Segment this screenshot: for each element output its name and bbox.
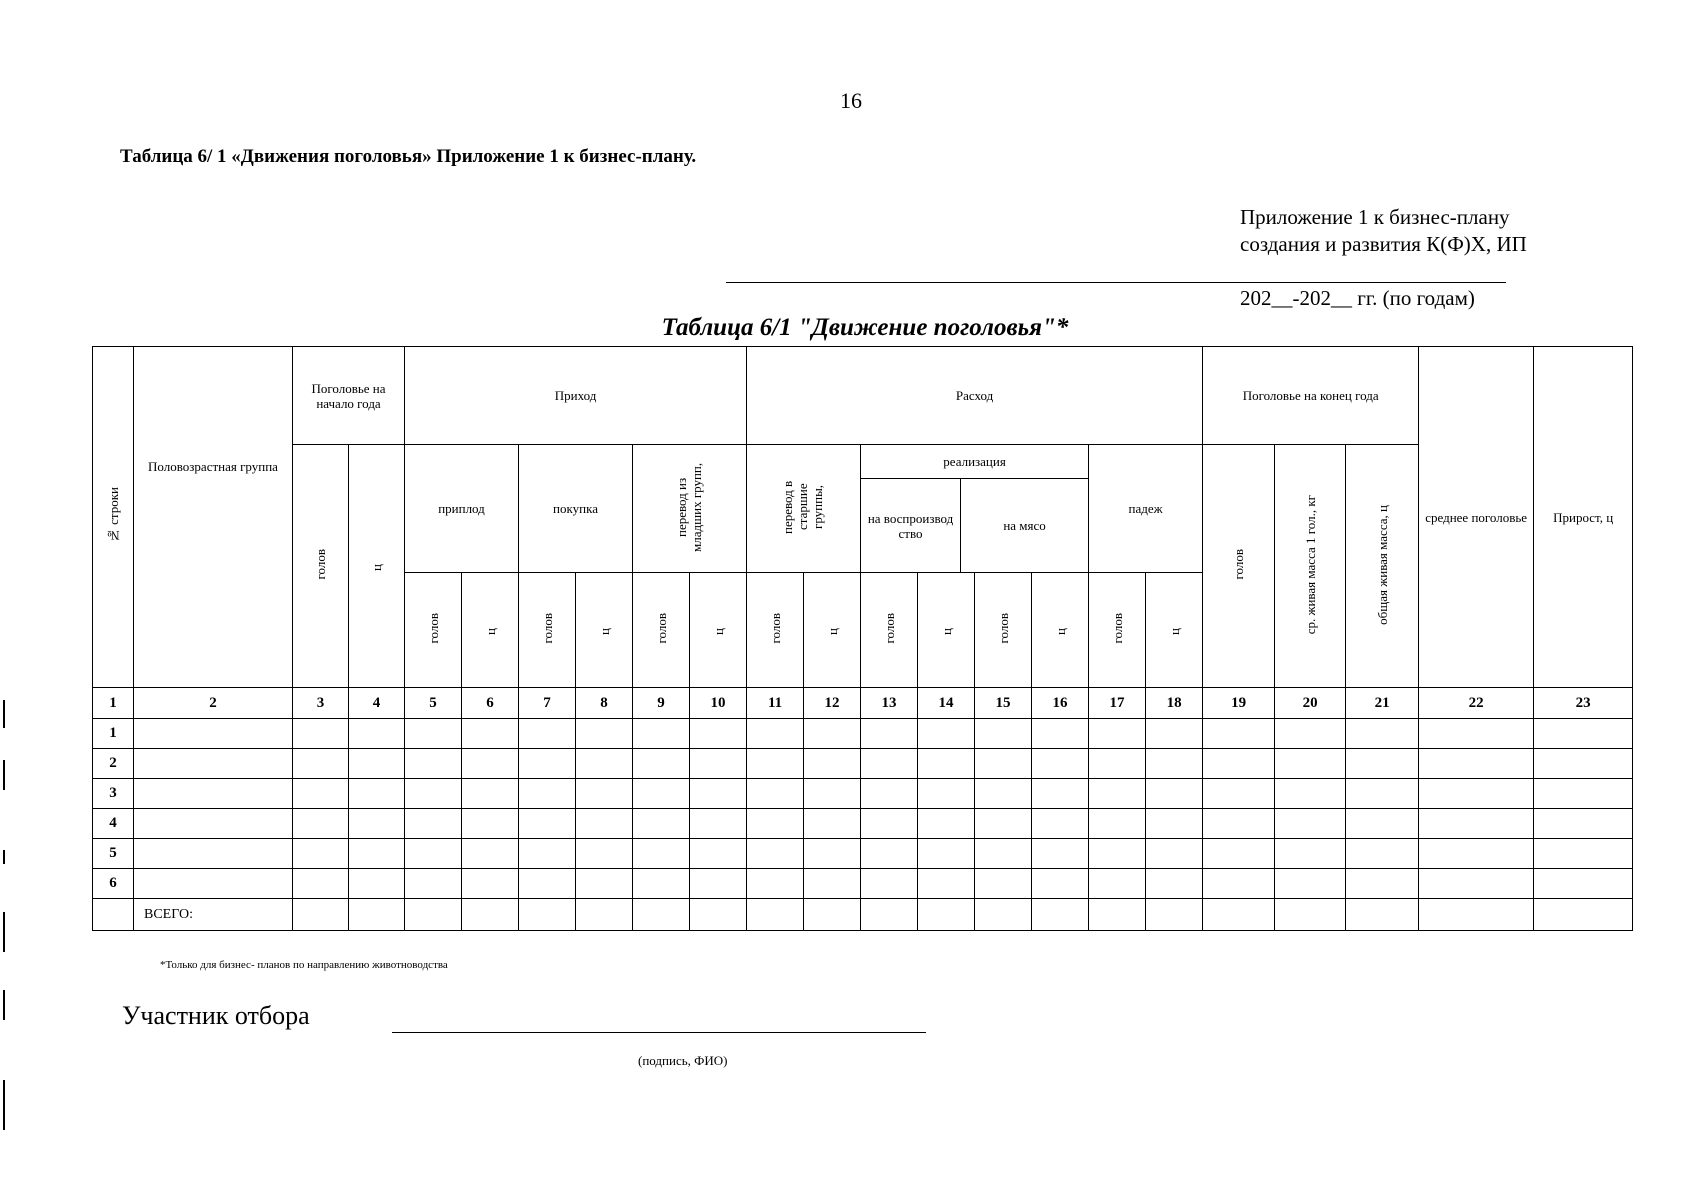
table-row [93,839,1633,869]
table-cell[interactable] [804,779,861,809]
table-cell[interactable] [1419,779,1534,809]
table-cell[interactable] [293,809,349,839]
table-cell[interactable] [1203,719,1275,749]
table-cell[interactable] [975,839,1032,869]
table-cell[interactable] [519,779,576,809]
table-cell[interactable] [1032,839,1089,869]
table-title: Таблица 6/1 "Движение поголовья"* [661,314,1069,341]
table-cell[interactable] [633,839,690,869]
appendix-line-2: создания и развития К(Ф)Х, ИП [1240,232,1527,256]
table-cell[interactable] [1419,749,1534,779]
table-cell[interactable] [519,719,576,749]
column-number: 19 [1203,688,1275,719]
table-cell[interactable] [1346,869,1419,899]
table-cell[interactable] [1534,869,1633,899]
table-cell[interactable] [462,719,519,749]
table-cell[interactable] [1146,869,1203,899]
subheader-heads: голов [861,573,918,688]
column-number: 16 [1032,688,1089,719]
subheader-centner: ц [804,573,861,688]
table-cell[interactable] [405,809,462,839]
table-cell[interactable] [134,719,293,749]
table-cell[interactable] [1089,809,1146,839]
subheader-heads: голов [1089,573,1146,688]
column-number: 5 [405,688,462,719]
column-number: 17 [1089,688,1146,719]
header-purchase: покупка [519,445,633,573]
column-number: 11 [747,688,804,719]
table-row [93,869,1633,899]
table-cell[interactable] [861,749,918,779]
table-cell[interactable] [462,749,519,779]
scan-mark [3,760,5,790]
table-cell[interactable] [918,839,975,869]
table-cell[interactable] [861,719,918,749]
table-cell[interactable] [975,809,1032,839]
table-cell[interactable] [576,809,633,839]
table-cell[interactable] [861,779,918,809]
table-row [93,719,1633,749]
table-cell[interactable] [1203,749,1275,779]
table-cell[interactable] [293,869,349,899]
table-cell[interactable] [747,839,804,869]
total-cell[interactable] [1089,899,1146,931]
column-number: 10 [690,688,747,719]
total-cell[interactable] [1534,899,1633,931]
table-cell[interactable] [861,839,918,869]
total-cell[interactable] [1346,899,1419,931]
table-cell[interactable] [975,719,1032,749]
header-sale: реализация [861,445,1088,479]
table-cell[interactable] [861,809,918,839]
table-cell[interactable] [1032,719,1089,749]
table-cell[interactable] [861,869,918,899]
table-cell[interactable] [633,719,690,749]
table-cell[interactable] [1346,719,1419,749]
table-cell[interactable] [747,749,804,779]
table-cell[interactable] [1146,839,1203,869]
total-cell[interactable] [747,899,804,931]
table-cell[interactable] [1203,839,1275,869]
total-cell[interactable] [804,899,861,931]
table-cell[interactable] [519,839,576,869]
column-number: 2 [134,688,293,719]
total-cell[interactable] [1146,899,1203,931]
column-number: 7 [519,688,576,719]
column-number: 21 [1346,688,1419,719]
table-cell[interactable] [134,779,293,809]
table-cell[interactable] [1146,749,1203,779]
fill-in-line [726,282,1506,283]
header-age-group: Половозрастная группа [134,347,293,688]
table-cell[interactable] [633,869,690,899]
table-cell[interactable] [349,809,405,839]
subheader-heads: голов [747,573,804,688]
table-cell[interactable] [462,869,519,899]
table-cell[interactable] [690,809,747,839]
row-number: 4 [93,809,134,839]
header-sale-block [861,445,1089,573]
total-cell[interactable] [633,899,690,931]
table-cell[interactable] [1032,869,1089,899]
total-cell[interactable] [405,899,462,931]
table-cell[interactable] [747,809,804,839]
table-cell[interactable] [1032,809,1089,839]
table-cell[interactable] [804,749,861,779]
subheader-heads: голов [519,573,576,688]
period-label: 202__-202__ гг. (по годам) [1240,286,1475,310]
table-cell[interactable] [1089,839,1146,869]
table-cell[interactable] [1275,839,1346,869]
table-cell[interactable] [633,779,690,809]
header-offspring: приплод [405,445,519,573]
table-cell[interactable] [405,779,462,809]
table-cell[interactable] [1146,779,1203,809]
column-number: 22 [1419,688,1534,719]
table-cell[interactable] [1089,719,1146,749]
header-row-number: № строки [93,347,134,688]
table-row [93,749,1633,779]
table-cell[interactable] [690,869,747,899]
total-cell[interactable] [1032,899,1089,931]
scan-mark [3,700,5,728]
table-cell[interactable] [1275,779,1346,809]
table-cell[interactable] [633,809,690,839]
table-cell[interactable] [918,869,975,899]
table-cell[interactable] [519,749,576,779]
header-transfer-to-older: перевод в старшие группы, [747,445,861,573]
table-cell[interactable] [1419,719,1534,749]
table-cell[interactable] [134,809,293,839]
table-cell[interactable] [804,809,861,839]
table-cell[interactable] [1146,809,1203,839]
table-cell[interactable] [405,719,462,749]
column-number: 13 [861,688,918,719]
table-cell[interactable] [1146,719,1203,749]
row-number: 5 [93,839,134,869]
table-cell[interactable] [349,749,405,779]
column-number: 20 [1275,688,1346,719]
total-cell[interactable] [918,899,975,931]
signature-caption: (подпись, ФИО) [638,1053,728,1068]
table-cell[interactable] [1203,869,1275,899]
column-number: 8 [576,688,633,719]
header-heads: голов [293,445,349,688]
table-cell[interactable] [1089,779,1146,809]
appendix-line-1: Приложение 1 к бизнес-плану [1240,205,1510,229]
table-cell[interactable] [1534,749,1633,779]
table-cell[interactable] [462,839,519,869]
header-transfer-from-younger: перевод из младших групп, [633,445,747,573]
table-cell[interactable] [1203,809,1275,839]
subheader-centner: ц [1146,573,1203,688]
table-cell[interactable] [1032,779,1089,809]
header-end-herd: Поголовье на конец года [1203,347,1419,445]
column-number: 23 [1534,688,1633,719]
column-number: 6 [462,688,519,719]
table-cell[interactable] [690,719,747,749]
table-cell[interactable] [349,839,405,869]
table-cell[interactable] [690,839,747,869]
subheader-centner: ц [1032,573,1089,688]
table-cell[interactable] [349,869,405,899]
total-cell[interactable] [293,899,349,931]
table-cell[interactable] [462,809,519,839]
table-cell[interactable] [1534,719,1633,749]
subheader-centner: ц [576,573,633,688]
header-death: падеж [1089,445,1203,573]
table-cell[interactable] [804,839,861,869]
table-cell[interactable] [405,839,462,869]
table-cell[interactable] [1346,809,1419,839]
table-cell[interactable] [1534,839,1633,869]
table-cell[interactable] [519,869,576,899]
table-cell[interactable] [405,749,462,779]
table-cell[interactable] [975,779,1032,809]
table-cell[interactable] [918,749,975,779]
table-row [93,809,1633,839]
table-cell[interactable] [1275,719,1346,749]
row-number: 1 [93,719,134,749]
header-sale-meat: на мясо [1003,518,1046,533]
scan-mark [3,1080,5,1130]
table-cell[interactable] [576,839,633,869]
table-cell[interactable] [747,779,804,809]
subheader-centner: ц [462,573,519,688]
table-cell[interactable] [405,869,462,899]
column-numbers-row [93,688,1633,719]
table-cell[interactable] [462,779,519,809]
header-centner: ц [349,445,405,688]
table-cell[interactable] [918,719,975,749]
table-cell[interactable] [349,719,405,749]
row-number: 2 [93,749,134,779]
table-cell[interactable] [747,869,804,899]
row-number: 3 [93,779,134,809]
total-cell[interactable] [690,899,747,931]
total-cell[interactable] [1275,899,1346,931]
total-cell[interactable] [576,899,633,931]
total-cell[interactable] [861,899,918,931]
table-cell[interactable] [804,719,861,749]
column-number: 14 [918,688,975,719]
table-cell[interactable] [1275,749,1346,779]
table-cell[interactable] [633,749,690,779]
table-cell[interactable] [1032,749,1089,779]
header-expense: Расход [747,347,1203,445]
participant-label: Участник отбора [122,1001,310,1030]
table-cell[interactable] [690,779,747,809]
total-cell[interactable] [462,899,519,931]
appendix-note [1240,204,1527,258]
header-gain: Прирост, ц [1534,347,1633,688]
table-cell[interactable] [1203,779,1275,809]
table-row [93,779,1633,809]
table-cell[interactable] [690,749,747,779]
header-average-herd: среднее поголовье [1419,347,1534,688]
table-cell[interactable] [1346,779,1419,809]
table-cell[interactable] [576,869,633,899]
table-cell[interactable] [293,749,349,779]
scan-mark [3,850,5,864]
table-cell[interactable] [576,749,633,779]
header-end-heads: голов [1203,445,1275,688]
table-cell[interactable] [918,779,975,809]
scan-mark [3,990,5,1020]
table-cell[interactable] [1089,749,1146,779]
total-cell[interactable] [1419,899,1534,931]
scan-mark [3,912,5,952]
table-cell[interactable] [134,839,293,869]
table-cell[interactable] [1275,869,1346,899]
table-cell[interactable] [134,869,293,899]
table-cell[interactable] [576,779,633,809]
column-number: 1 [93,688,134,719]
table-cell[interactable] [804,869,861,899]
table-cell[interactable] [1346,749,1419,779]
table-cell[interactable] [975,869,1032,899]
table-cell[interactable] [1534,779,1633,809]
table-cell[interactable] [1275,809,1346,839]
column-number: 18 [1146,688,1203,719]
header-start-herd: Поголовье на начало года [293,347,405,445]
table-cell[interactable] [134,749,293,779]
subheader-heads: голов [405,573,462,688]
table-cell[interactable] [1419,839,1534,869]
subheader-centner: ц [918,573,975,688]
table-cell[interactable] [1089,869,1146,899]
row-number: 6 [93,869,134,899]
header-avg-live-weight: ср. живая масса 1 гол., кг [1275,445,1346,688]
header-sale-breeding: на воспроизводство [861,479,961,572]
table-cell[interactable] [519,809,576,839]
table-cell[interactable] [576,719,633,749]
livestock-movement-table [92,346,1633,931]
table-cell[interactable] [349,779,405,809]
total-cell[interactable] [519,899,576,931]
table-cell[interactable] [293,779,349,809]
table-cell[interactable] [918,809,975,839]
table-cell[interactable] [975,749,1032,779]
column-number: 15 [975,688,1032,719]
subheader-centner: ц [690,573,747,688]
footnote: *Только для бизнес- планов по направлению животноводства [160,959,448,971]
column-number: 4 [349,688,405,719]
table-cell[interactable] [293,719,349,749]
total-cell[interactable] [1203,899,1275,931]
table-cell[interactable] [1346,839,1419,869]
subheader-heads: голов [975,573,1032,688]
table-cell[interactable] [1534,809,1633,839]
document-heading: Таблица 6/ 1 «Движения поголовья» Приложение 1 к бизнес-плану. [120,146,697,167]
header-income: Приход [405,347,747,445]
column-number: 9 [633,688,690,719]
header-total-live-weight: общая живая масса, ц [1346,445,1419,688]
column-number: 12 [804,688,861,719]
signature-line [392,1032,926,1033]
table-cell[interactable] [1419,809,1534,839]
total-row [93,899,1633,931]
column-number: 3 [293,688,349,719]
total-row-number [93,899,134,931]
subheader-heads: голов [633,573,690,688]
table-cell[interactable] [293,839,349,869]
total-cell[interactable] [975,899,1032,931]
total-label: ВСЕГО: [134,899,293,931]
page-number: 16 [840,88,862,113]
total-cell[interactable] [349,899,405,931]
table-cell[interactable] [747,719,804,749]
table-cell[interactable] [1419,869,1534,899]
